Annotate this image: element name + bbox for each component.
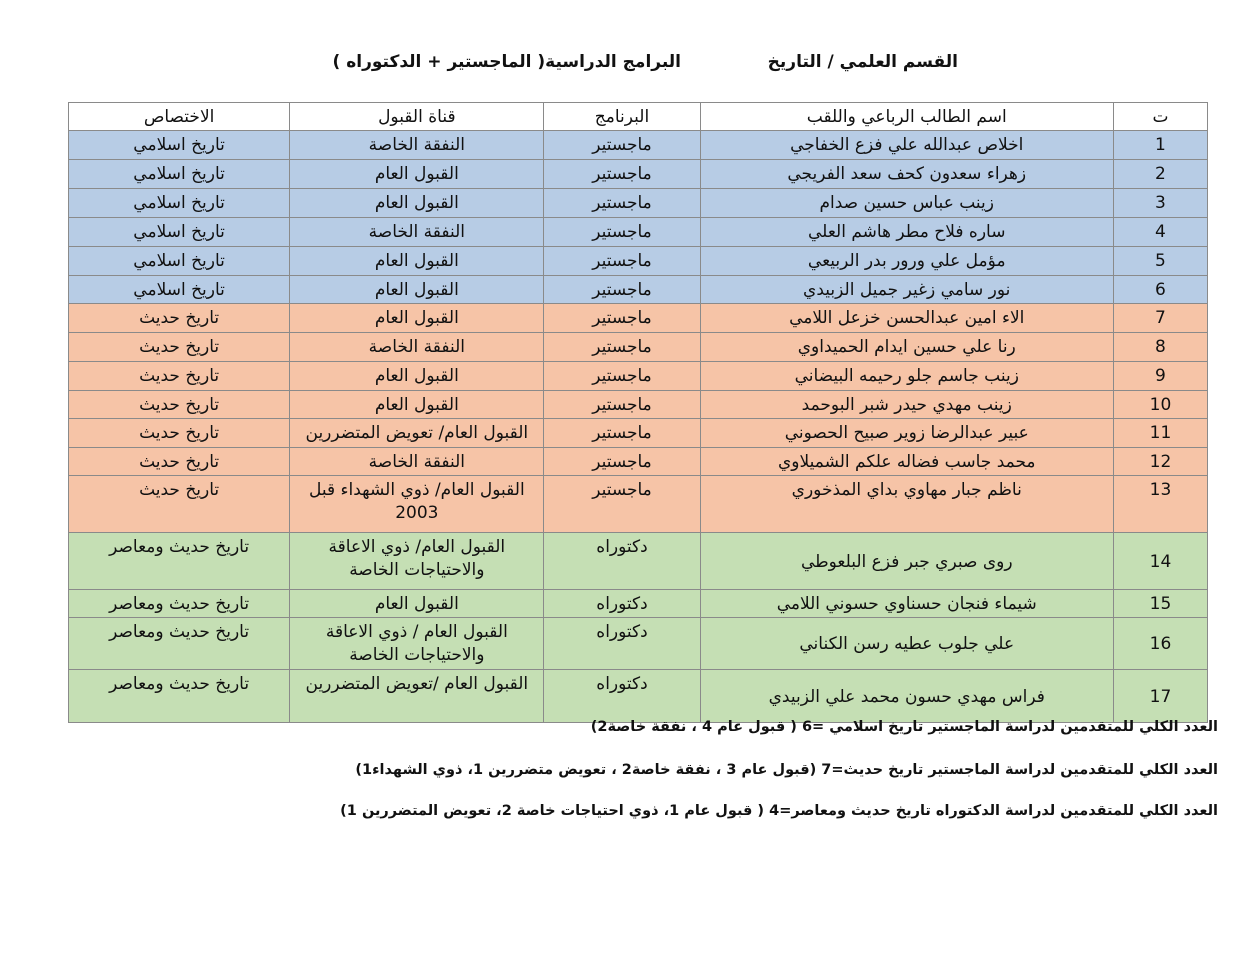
admission-channel: القبول العام [290,304,544,333]
program-cell: ماجستير [544,218,700,247]
row-number: 7 [1113,304,1207,333]
row-number: 3 [1113,189,1207,218]
table-row [69,362,1208,391]
admission-channel: النفقة الخاصة [290,218,544,247]
row-number: 17 [1113,670,1207,723]
column-header-number: ت [1113,103,1207,131]
program-cell: ماجستير [544,160,700,189]
table-header-row [69,103,1208,131]
programs-heading: البرامج الدراسية( الماجستير + الدكتوراه ) [332,52,681,72]
program-cell: ماجستير [544,419,700,448]
table-row [69,160,1208,189]
program-cell: ماجستير [544,247,700,276]
student-name: علي جلوب عطيه رسن الكناني [700,618,1113,670]
table-row [69,476,1208,533]
admission-channel: القبول العام [290,590,544,618]
admission-channel: القبول العام/ ذوي الشهداء قبل 2003 [290,476,544,533]
student-name: عبير عبدالرضا زوير صبيح الحصوني [700,419,1113,448]
specialty-cell: تاريخ حديث [69,448,290,476]
column-header-specialty: الاختصاص [69,103,290,131]
row-number: 1 [1113,131,1207,160]
table-row [69,448,1208,476]
student-name: ناظم جبار مهاوي بداي المذخوري [700,476,1113,533]
row-number: 15 [1113,590,1207,618]
specialty-cell: تاريخ حديث ومعاصر [69,670,290,723]
specialty-cell: تاريخ حديث [69,391,290,419]
student-name: شيماء فنجان حسناوي حسوني اللامي [700,590,1113,618]
row-number: 5 [1113,247,1207,276]
row-number: 4 [1113,218,1207,247]
program-cell: دكتوراه [544,618,700,670]
table-row [69,533,1208,590]
table-row [69,247,1208,276]
specialty-cell: تاريخ حديث ومعاصر [69,533,290,590]
specialty-cell: تاريخ اسلامي [69,131,290,160]
column-header-name: اسم الطالب الرباعي واللقب [700,103,1113,131]
row-number: 10 [1113,391,1207,419]
student-name: زينب جاسم جلو رحيمه البيضاني [700,362,1113,391]
student-name: رنا علي حسين ايدام الحميداوي [700,333,1113,362]
student-name: روى صبري جبر فزع البلعوطي [700,533,1113,590]
admission-channel: النفقة الخاصة [290,448,544,476]
table-row [69,618,1208,670]
specialty-cell: تاريخ اسلامي [69,189,290,218]
admission-channel: القبول العام [290,160,544,189]
specialty-cell: تاريخ حديث ومعاصر [69,590,290,618]
table-row [69,304,1208,333]
table-row [69,391,1208,419]
admission-channel: القبول العام [290,276,544,304]
summary-phd-modern: العدد الكلي للمتقدمين لدراسة الدكتوراه تاريخ حديث ومعاصر=4 ( قبول عام 1، ذوي احتياجات خاصة 2، تعويض المتضررين 1) [340,803,1218,819]
row-number: 2 [1113,160,1207,189]
specialty-cell: تاريخ اسلامي [69,160,290,189]
program-cell: ماجستير [544,391,700,419]
student-name: نور سامي زغير جميل الزبيدي [700,276,1113,304]
program-cell: ماجستير [544,476,700,533]
table-row [69,670,1208,723]
program-cell: ماجستير [544,131,700,160]
specialty-cell: تاريخ حديث [69,362,290,391]
row-number: 16 [1113,618,1207,670]
admission-channel: القبول العام /تعويض المتضررين [290,670,544,723]
student-name: محمد جاسب فضاله علكم الشميلاوي [700,448,1113,476]
student-name: مؤمل علي ورور بدر الربيعي [700,247,1113,276]
row-number: 11 [1113,419,1207,448]
student-name: الاء امين عبدالحسن خزعل اللامي [700,304,1113,333]
table-row [69,419,1208,448]
table-row [69,131,1208,160]
specialty-cell: تاريخ حديث ومعاصر [69,618,290,670]
column-header-channel: قناة القبول [290,103,544,131]
specialty-cell: تاريخ حديث [69,419,290,448]
specialty-cell: تاريخ حديث [69,476,290,533]
table-row [69,590,1208,618]
program-cell: ماجستير [544,304,700,333]
admission-channel: النفقة الخاصة [290,333,544,362]
specialty-cell: تاريخ حديث [69,333,290,362]
table-body [69,131,1208,723]
program-cell: ماجستير [544,189,700,218]
applicants-table [68,102,1208,723]
admission-channel: القبول العام/ ذوي الاعاقة والاحتياجات الخاصة [290,533,544,590]
table-row [69,276,1208,304]
program-cell: ماجستير [544,362,700,391]
row-number: 13 [1113,476,1207,533]
summary-masters-modern: العدد الكلي للمتقدمين لدراسة الماجستير تاريخ حديث=7 (قبول عام 3 ، نفقة خاصة2 ، تعويض متضررين 1، ذوي الشهداء1) [355,762,1218,778]
program-cell: ماجستير [544,276,700,304]
specialty-cell: تاريخ اسلامي [69,247,290,276]
admission-channel: القبول العام / ذوي الاعاقة والاحتياجات الخاصة [290,618,544,670]
row-number: 14 [1113,533,1207,590]
column-header-program: البرنامج [544,103,700,131]
table-row [69,333,1208,362]
program-cell: دكتوراه [544,670,700,723]
student-name: فراس مهدي حسون محمد علي الزبيدي [700,670,1113,723]
admission-channel: القبول العام [290,362,544,391]
row-number: 6 [1113,276,1207,304]
admission-channel: القبول العام [290,189,544,218]
row-number: 8 [1113,333,1207,362]
department-heading: القسم العلمي / التاريخ [767,52,958,72]
program-cell: دكتوراه [544,533,700,590]
admission-channel: القبول العام [290,247,544,276]
student-name: ساره فلاح مطر هاشم العلي [700,218,1113,247]
row-number: 9 [1113,362,1207,391]
student-name: اخلاص عبدالله علي فزع الخفاجي [700,131,1113,160]
admission-channel: النفقة الخاصة [290,131,544,160]
specialty-cell: تاريخ حديث [69,304,290,333]
program-cell: دكتوراه [544,590,700,618]
admission-channel: القبول العام [290,391,544,419]
program-cell: ماجستير [544,448,700,476]
specialty-cell: تاريخ اسلامي [69,218,290,247]
student-name: زينب عباس حسين صدام [700,189,1113,218]
student-name: زهراء سعدون كحف سعد الفريجي [700,160,1113,189]
row-number: 12 [1113,448,1207,476]
summary-masters-islamic: العدد الكلي للمتقدمين لدراسة الماجستير تاريخ اسلامي =6 ( قبول عام 4 ، نفقة خاصة2) [590,719,1218,735]
admission-channel: القبول العام/ تعويض المتضررين [290,419,544,448]
specialty-cell: تاريخ اسلامي [69,276,290,304]
table-row [69,189,1208,218]
program-cell: ماجستير [544,333,700,362]
student-name: زينب مهدي حيدر شبر البوحمد [700,391,1113,419]
table-row [69,218,1208,247]
